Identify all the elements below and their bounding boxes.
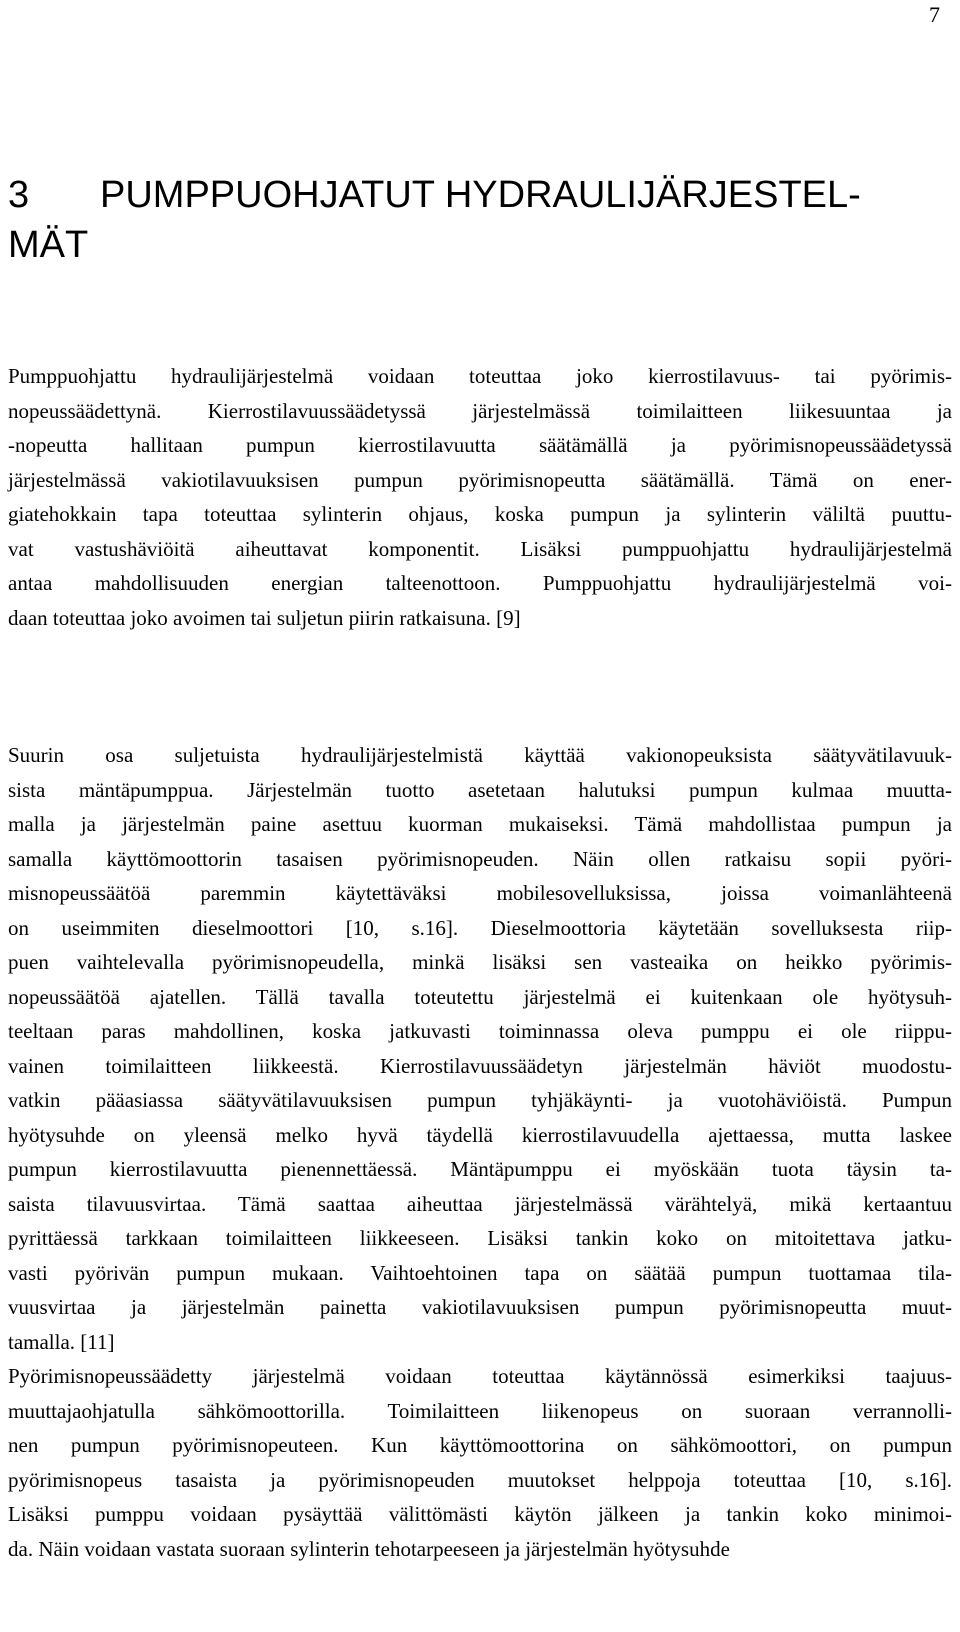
chapter-title-line: MÄT: [8, 224, 89, 266]
text-line: pyrittäessä tarkkaan toimilaitteen liikkeeseen. Lisäksi tankin koko on mitoitettava jatku-: [8, 1226, 952, 1250]
text-line: vuusvirtaa ja järjestelmän painetta vakiotilavuuksisen pumpun pyörimisnopeutta muut-: [8, 1295, 952, 1319]
text-line: da. Näin voidaan vastata suoraan sylinterin tehotarpeeseen ja järjestelmän hyötysuhde: [8, 1536, 730, 1561]
text-line: pyörimisnopeus tasaista ja pyörimisnopeuden muutokset helppoja toteuttaa [10, s.16].: [8, 1467, 952, 1492]
text-line: sista mäntäpumppua. Järjestelmän tuotto asetetaan halutuksi pumpun kulmaa muutta-: [8, 777, 952, 802]
text-line: puen vaihtelevalla pyörimisnopeudella, minkä lisäksi sen vasteaika on heikko pyörimis-: [8, 950, 952, 974]
text-line: vainen toimilaitteen liikkeestä. Kierrostilavuussäädetyn järjestelmän häviöt muodostu-: [8, 1053, 952, 1078]
text-line: pumpun kierrostilavuutta pienennettäessä. Mäntäpumppu ei myöskään tuota täysin ta-: [8, 1157, 952, 1181]
text-line: nopeussäätöä ajatellen. Tällä tavalla toteutettu järjestelmä ei kuitenkaan ole hyötysuh-: [8, 984, 952, 1009]
text-line: misnopeussäätöä paremmin käytettäväksi mobilesovelluksissa, joissa voimanlähteenä: [8, 881, 952, 905]
text-line: daan toteuttaa joko avoimen tai suljetun piirin ratkaisuna. [9]: [8, 605, 521, 630]
page-number: 7: [929, 2, 940, 27]
text-line: antaa mahdollisuuden energian talteenottoon. Pumppuohjattu hydraulijärjestelmä voi-: [8, 571, 952, 595]
paragraph: [8, 738, 952, 1359]
text-line: nopeussäädettynä. Kierrostilavuussäädetyssä järjestelmässä toimilaitteen liikesuuntaa ja: [8, 398, 952, 423]
text-line: muuttajaohjatulla sähkömoottorilla. Toimilaitteen liikenopeus on suoraan verrannolli-: [8, 1398, 952, 1423]
text-line: vat vastushäviöitä aiheuttavat komponentit. Lisäksi pumppuohjattu hydraulijärjestelmä: [8, 536, 952, 561]
text-line: teeltaan paras mahdollinen, koska jatkuvasti toiminnassa oleva pumppu ei ole riippu-: [8, 1019, 952, 1043]
text-line: malla ja järjestelmän paine asettuu kuorman mukaiseksi. Tämä mahdollistaa pumpun ja: [8, 812, 952, 836]
text-line: Lisäksi pumppu voidaan pysäyttää välittömästi käytön jälkeen ja tankin koko minimoi-: [8, 1502, 952, 1526]
text-line: Pyörimisnopeussäädetty järjestelmä voidaan toteuttaa käytännössä esimerkiksi taajuus-: [8, 1364, 952, 1388]
paragraph: [8, 1359, 952, 1566]
text-line: samalla käyttömoottorin tasaisen pyörimisnopeuden. Näin ollen ratkaisu sopii pyöri-: [8, 846, 952, 871]
text-line: Suurin osa suljetuista hydraulijärjestelmistä käyttää vakionopeuksista säätyvätilavuuk-: [8, 743, 952, 767]
text-line: hyötysuhde on yleensä melko hyvä täydellä kierrostilavuudella ajettaessa, mutta laskee: [8, 1122, 952, 1147]
text-line: järjestelmässä vakiotilavuuksisen pumpun pyörimisnopeutta säätämällä. Tämä on ener-: [8, 467, 952, 492]
chapter-number: 3: [8, 174, 30, 216]
text-line: tamalla. [11]: [8, 1329, 115, 1354]
chapter-heading: [8, 170, 938, 270]
text-line: nen pumpun pyörimisnopeuteen. Kun käyttömoottorina on sähkömoottori, on pumpun: [8, 1433, 952, 1457]
text-line: on useimmiten dieselmoottori [10, s.16]. Dieselmoottoria käytetään sovelluksesta riip-: [8, 915, 952, 940]
text-line: vatkin pääasiassa säätyvätilavuuksisen pumpun tyhjäkäynti- ja vuotohäviöistä. Pumpun: [8, 1088, 952, 1112]
text-line: vasti pyörivän pumpun mukaan. Vaihtoehtoinen tapa on säätää pumpun tuottamaa tila-: [8, 1260, 952, 1285]
text-line: Pumppuohjattu hydraulijärjestelmä voidaan toteuttaa joko kierrostilavuus- tai pyörimis-: [8, 364, 952, 388]
text-line: giatehokkain tapa toteuttaa sylinterin ohjaus, koska pumpun ja sylinterin väliltä puuttu-: [8, 502, 952, 526]
text-line: saista tilavuusvirtaa. Tämä saattaa aiheuttaa järjestelmässä värähtelyä, mikä kertaantuu: [8, 1191, 952, 1216]
chapter-title-line: PUMPPUOHJATUT HYDRAULIJÄRJESTEL-: [100, 174, 861, 216]
text-line: -nopeutta hallitaan pumpun kierrostilavuutta säätämällä ja pyörimisnopeussäädetyssä: [8, 433, 952, 457]
paragraph: [8, 359, 952, 635]
